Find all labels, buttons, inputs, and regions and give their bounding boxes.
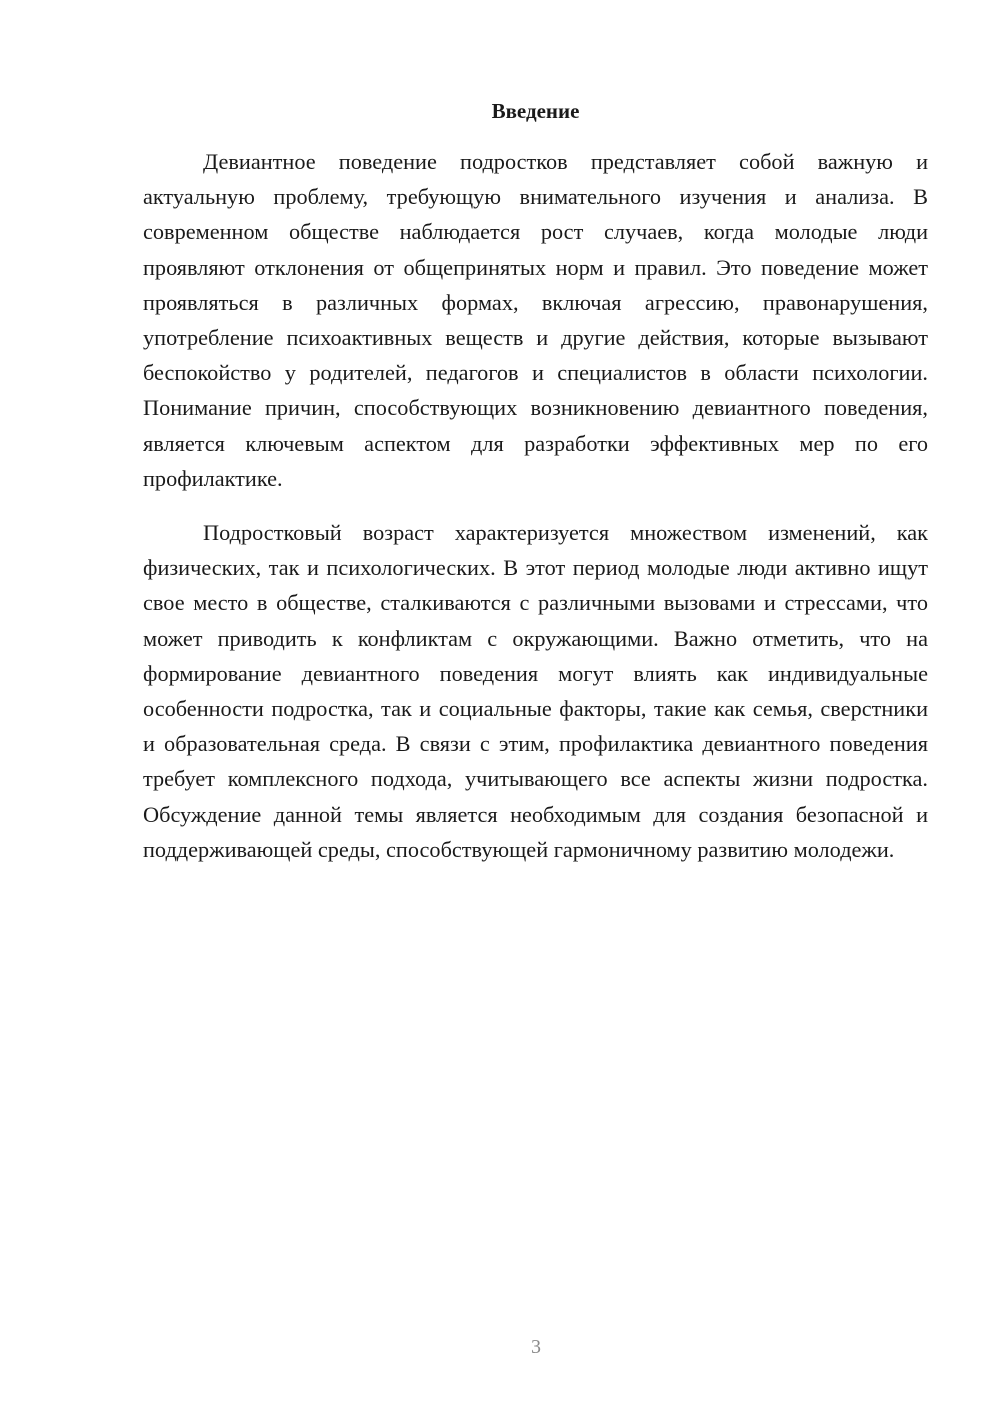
paragraph-1: Девиантное поведение подростков представляет собой важную и актуальную проблему, требующую внимательного изучения и анализа. В современном обществе наблюдается рост случаев, когда молодые люди проявляют отклонения от общепринятых норм и правил. Это поведение может проявляться в различных формах, включая агрессию, правонарушения, употребление психоактивных веществ и другие действия, которые вызывают беспокойство у родителей, педагогов и специалистов в области психологии. Понимание причин, способствующих возникновению девиантного поведения, является ключевым аспектом для разработки эффективных мер по его профилактике.	[143, 149, 928, 491]
page-content	[143, 92, 928, 867]
paragraph-2: Подростковый возраст характеризуется множеством изменений, как физических, так и психологических. В этот период молодые люди активно ищут свое место в обществе, сталкиваются с различными вызовами и стрессами, что может приводить к конфликтам с окружающими. Важно отметить, что на формирование девиантного поведения могут влиять как индивидуальные особенности подростка, так и социальные факторы, такие как семья, сверстники и образовательная среда. В связи с этим, профилактика девиантного поведения требует комплексного подхода, учитывающего все аспекты жизни подростка. Обсуждение данной темы является необходимым для создания безопасной и поддерживающей среды, способствующей гармоничному развитию молодежи.	[143, 520, 928, 862]
page-number: 3	[531, 1336, 541, 1358]
section-heading: Введение	[491, 99, 580, 123]
